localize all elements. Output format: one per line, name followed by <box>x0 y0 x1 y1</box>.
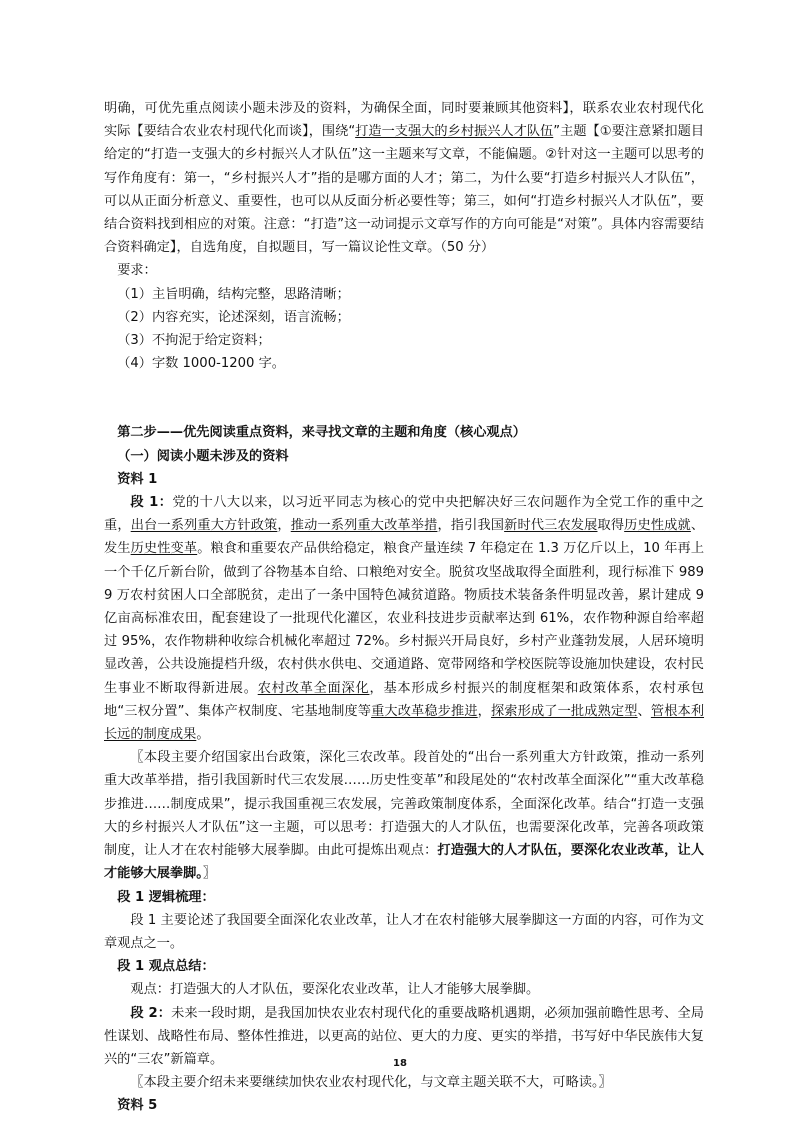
paragraph-2-label: 段 2： <box>130 1005 172 1021</box>
intro-paragraph <box>104 97 704 259</box>
p1-underline: 管根本利长远的制度成果 <box>104 703 705 743</box>
logic-1-text: 段 1 主要论述了我国要全面深化农业改革，让人才在农村能够大展拳脚这一方面的内容，可作为文章观点之一。 <box>104 912 704 951</box>
p1-text: 、 <box>637 703 651 719</box>
requirement-item-1: （1）主旨明确，结构完整，思路清晰； <box>117 286 350 302</box>
note-1-text: 〖本段主要介绍国家出台政策，深化三农改革。段首处的“出台一系列重大方针政策，推动一系列重大改革举措，指引我国新时代三农发展……历史性变革”和段尾处的“农村改革全面深化”“重大改革稳步推进……制度成果”，提示我国重视三农发展，完善政策制度体系，全面深化改革。结合“打造一支强大的乡村振兴人才队伍”这一主题，可以思考：打造强大的人才队伍，也需要深化改革，完善各项政策制度，让人才在农村能够大展拳脚。由此可提炼出观点： <box>104 750 704 859</box>
material-5-label: 资料 5 <box>117 1098 158 1114</box>
p1-underline: 新时代三农发展 <box>504 518 598 534</box>
material-1-label: 资料 1 <box>117 471 158 487</box>
p1-underline: 历史性变革 <box>130 541 198 557</box>
summary-1-text: 观点：打造强大的人才队伍，要深化农业改革，让人才能够大展拳脚。 <box>130 982 540 998</box>
summary-1-title: 段 1 观点总结： <box>117 959 215 975</box>
step2-heading: 第二步——优先阅读重点资料，来寻找文章的主题和角度（核心观点） <box>117 425 526 441</box>
p1-underline: 重大改革稳步推进 <box>371 703 478 719</box>
note-1-close: 〗 <box>202 866 217 882</box>
p1-text: ，指引我国 <box>437 518 505 534</box>
requirements-title: 要求： <box>117 263 157 279</box>
intro-text-1: 明确，可优先重点阅读小题未涉及的资料，为确保全面，同时要兼顾其他资料】，联系农业农村现代化实际【要结合农业农村现代化而谈】，围绕“ <box>104 101 704 140</box>
note-1 <box>104 746 704 885</box>
p1-underline: 历史性成就 <box>624 518 691 534</box>
intro-text-2: ”主题【①要注意紧扣题目给定的“打造一支强大的乡村振兴人才队伍”这一主题来写文章，不能偏题。②针对这一主题可以思考的写作角度有：第一，“乡村振兴人才”指的是哪方面的人才；第二，为什么要“打造乡村振兴人才队伍”，可以从正面分析意义、重要性，也可以从反面分析必要性等；第三，如何“打造乡村振兴人才队伍”，要结合资料找到相应的对策。注意：“打造”这一动词提示文章写作的方向可能是“对策”。具体内容需要结合资料确定】，自选角度，自拟题目，写一篇议论性文章。（50 分） <box>104 124 705 256</box>
p1-text: 。粮食和重要农产品供给稳定，粮食产量连续 7 年稳定在 1.3 万亿斤以上，10 年再上一个千亿斤新台阶，做到了谷物基本自给、口粮绝对安全。脱贫攻坚战取得全面胜利，现行标准下 9899 万农村贫困人口全部脱贫，走出了一条中国特色减贫道路。物质技术装备条件明显改善，累计建成 9 亿亩高标准农田，配套建设了一批现代化灌区，农业科技进步贡献率达到 61%，农作物种源自给率超过 95%，农作物耕种收综合机械化率超过 72%。乡村振兴开局良好，乡村产业蓬勃发展，人居环境明显改善，公共设施提档升级，农村供水供电、交通道路、宽带网络和学校医院等设施加快建设，农村民生事业不断取得新进展。 <box>104 541 705 696</box>
p1-text: 。 <box>196 727 210 743</box>
p1-underline: 推动一系列重大改革举措 <box>290 518 438 534</box>
intro-underlined-theme: 打造一支强大的乡村振兴人才队伍 <box>355 124 554 140</box>
paragraph-1-label: 段 1： <box>130 495 173 511</box>
paragraph-1 <box>104 491 704 746</box>
p1-text: 党的十八大以来，以习近平同志为核心的党中央把解决好三农问题作为全党工作的重中之重， <box>104 495 704 534</box>
document-body <box>104 97 704 1118</box>
page-number: 18 <box>393 1058 407 1069</box>
p1-text: ， <box>477 703 491 719</box>
step2-subheading: （一）阅读小题未涉及的资料 <box>117 448 289 464</box>
note-2: 〖本段主要介绍未来要继续加快农业农村现代化，与文章主题关联不大，可略读。〗 <box>130 1075 612 1091</box>
p1-text: 取得 <box>597 518 625 534</box>
p1-text: 、发生 <box>104 518 705 557</box>
paragraph-2-text: 未来一段时期，是我国加快农业农村现代化的重要战略机遇期，必须加强前瞻性思考、全局性谋划、战略性布局、整体性推进，以更高的站位、更大的力度、更实的举措，书写好中华民族伟大复兴的“三农”新篇章。 <box>104 1005 704 1067</box>
section-spacer <box>104 375 704 421</box>
logic-1-title: 段 1 逻辑梳理： <box>117 889 215 905</box>
requirement-item-3: （3）不拘泥于给定资料； <box>117 333 271 349</box>
p1-text: ，基本形成乡村振兴的制度框架和政策体系，农村承包地“三权分置”、集体产权制度、宅基地制度等 <box>104 680 705 719</box>
requirement-item-2: （2）内容充实，论述深刻，语言流畅； <box>117 309 350 325</box>
note-1-viewpoint: 打造强大的人才队伍，要深化农业改革，让人才能够大展拳脚。 <box>104 843 705 882</box>
p1-underline: 出台一系列重大方针政策 <box>130 518 278 534</box>
p1-underline: 探索形成了一批成熟定型 <box>490 703 638 719</box>
requirement-item-4: （4）字数 1000-1200 字。 <box>117 356 285 372</box>
p1-underline: 农村改革全面深化 <box>257 680 370 696</box>
p1-text: ， <box>277 518 291 534</box>
